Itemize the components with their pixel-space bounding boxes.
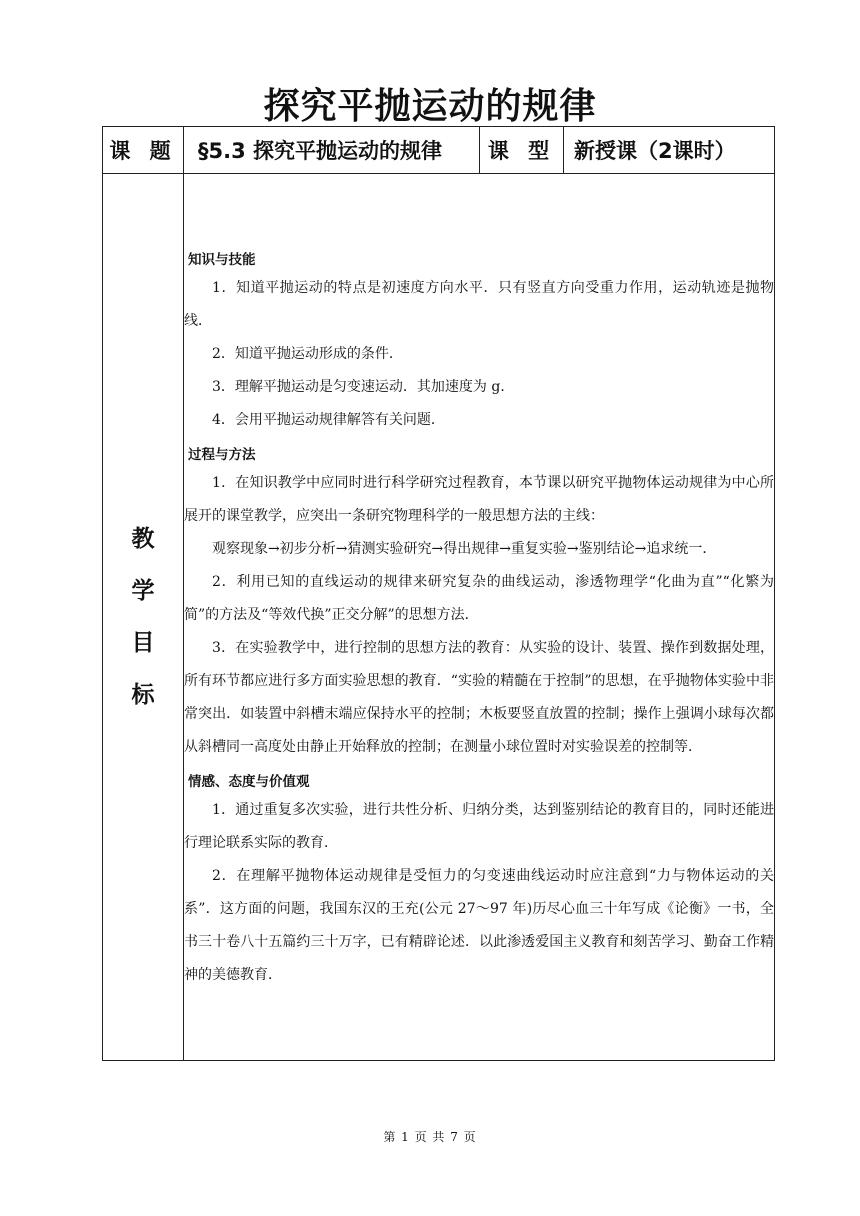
topic-label: 课 题 <box>103 127 184 174</box>
objectives-content <box>184 174 775 1061</box>
lesson-plan-table <box>102 126 775 1061</box>
objectives-label-char: 教 <box>131 526 155 552</box>
objectives-label <box>103 174 184 1061</box>
paragraph: 3．在实验教学中，进行控制的思想方法的教育：从实验的设计、装置、操作到数据处理，所有环节都应进行多方面实验思想的教育．“实验的精髓在于控制”的思想，在乎抛物体实验中非常突出．如装置中斜槽末端应保持水平的控制；木板要竖直放置的控制；操作上强调小球每次都从斜槽同一高度处由静止开始释放的控制；在测量小球位置时对实验误差的控制等． <box>184 640 774 755</box>
paragraph: 2．在理解平抛物体运动规律是受恒力的匀变速曲线运动时应注意到“力与物体运动的关系”．这方面的问题，我国东汉的王充(公元 27～97 年)历尽心血三十年写成《论衡》一书，全书三十卷八十五篇约三十万字，已有精辟论述．以此渗透爱国主义教育和刻苦学习、勤奋工作精神的美德教育． <box>184 868 774 983</box>
paragraph: 观察现象→初步分析→猜测实验研究→得出规律→重复实验→鉴别结论→追求统一． <box>212 541 717 557</box>
section-heading-values: 情感、态度与价值观 <box>188 774 310 790</box>
section-heading-process: 过程与方法 <box>188 447 256 463</box>
header-row <box>103 127 775 174</box>
paragraph: 3．理解平抛运动是匀变速运动．其加速度为 g． <box>212 379 515 395</box>
type-value: 新授课（2课时） <box>564 127 775 174</box>
paragraph: 1．在知识教学中应同时进行科学研究过程教育，本节课以研究平抛物体运动规律为中心所展开的课堂教学，应突出一条研究物理科学的一般思想方法的主线： <box>184 475 774 524</box>
section-heading-knowledge: 知识与技能 <box>188 252 256 268</box>
type-label: 课 型 <box>480 127 564 174</box>
objectives-row <box>103 174 775 1061</box>
objectives-label-char: 标 <box>131 682 155 708</box>
objectives-label-char: 学 <box>131 578 155 604</box>
topic-value: §5.3 探究平抛运动的规律 <box>184 127 480 174</box>
paragraph: 1．通过重复多次实验，进行共性分析、归纳分类，达到鉴别结论的教育目的，同时还能进行理论联系实际的教育． <box>184 802 774 851</box>
paragraph: 2．利用已知的直线运动的规律来研究复杂的曲线运动，渗透物理学“化曲为直”“化繁为简”的方法及“等效代换”正交分解”的思想方法． <box>184 574 774 623</box>
paragraph: 4．会用平抛运动规律解答有关问题． <box>212 412 445 428</box>
page-footer: 第 1 页 共 7 页 <box>383 1130 477 1144</box>
objectives-label-char: 目 <box>131 630 155 656</box>
document-title: 探究平抛运动的规律 <box>263 86 597 127</box>
paragraph: 1．知道平抛运动的特点是初速度方向水平．只有竖直方向受重力作用，运动轨迹是抛物线． <box>184 280 774 329</box>
paragraph: 2．知道平抛运动形成的条件． <box>212 346 403 362</box>
